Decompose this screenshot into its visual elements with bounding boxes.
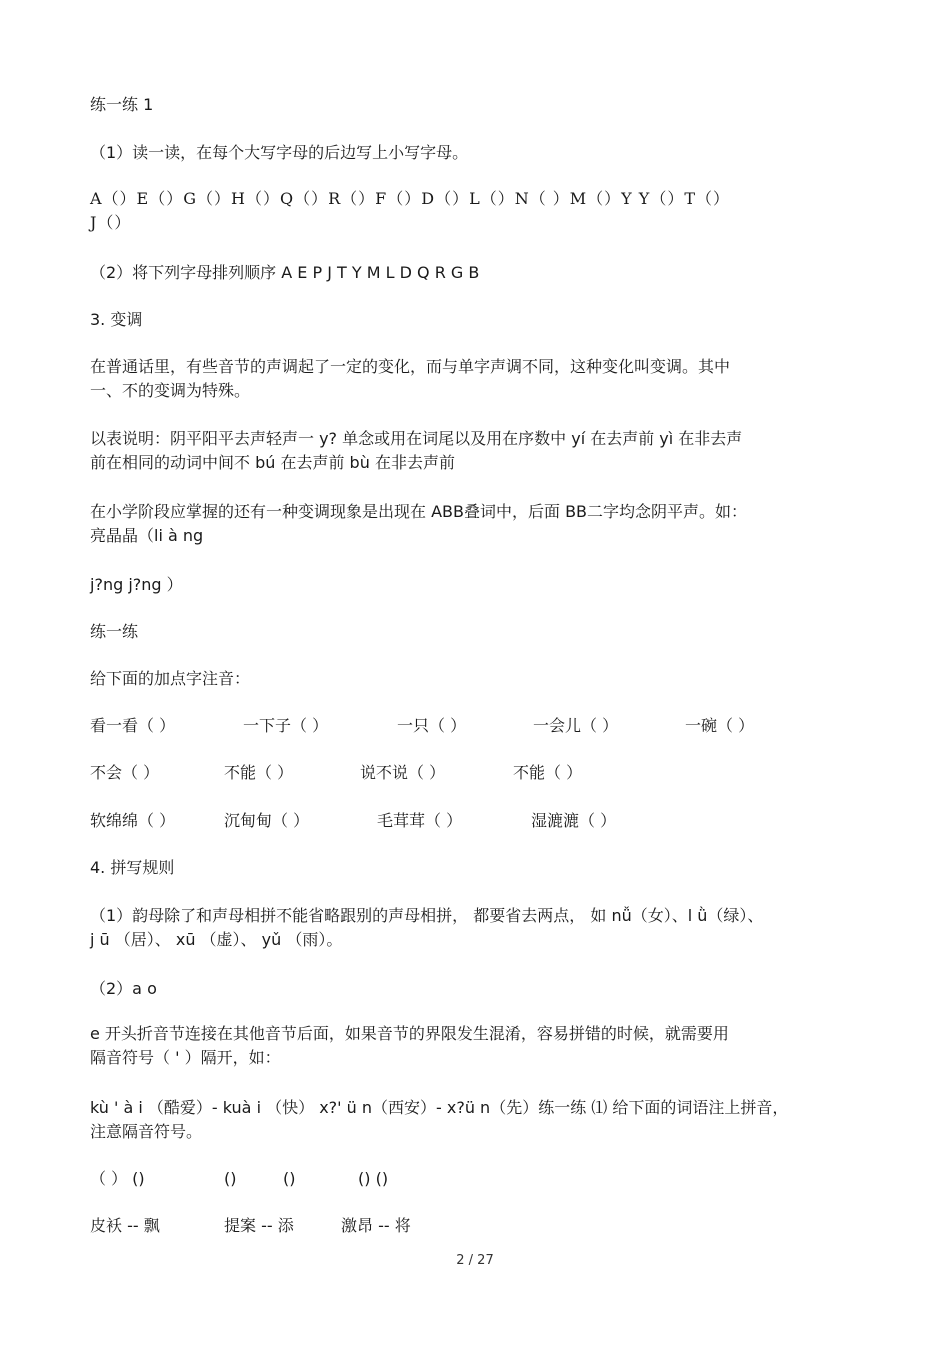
exercise-item: 不能（ ） xyxy=(513,763,583,782)
word-pair-row xyxy=(90,1214,870,1238)
section-3-paragraph-3-line-2: 亮晶晶（li à ng xyxy=(90,526,204,545)
exercise-item: 毛茸茸（ ） xyxy=(377,811,463,830)
section-4-example-line-1: kù ' à i （酷爱）- kuà i （快） x?' ü n（西安）- x?ü n（先）练一练 ⑴ 给下面的词语注上拼音， xyxy=(90,1098,789,1117)
exercise-item: 一下子（ ） xyxy=(243,716,329,735)
section-4-paragraph-line-2: 隔音符号（ ' ）隔开，如： xyxy=(90,1048,281,1067)
exercise-item: 沉甸甸（ ） xyxy=(224,811,310,830)
pinyin-blank: () xyxy=(224,1169,237,1188)
pinyin-blank-row xyxy=(90,1167,870,1191)
exercise-item: 一只（ ） xyxy=(397,716,467,735)
pinyin-blank: () xyxy=(283,1169,296,1188)
section-3-paragraph-2-line-1: 以表说明：阴平阳平去声轻声一 y? 单念或用在词尾以及用在序数中 yí 在去声前 yì 在非去声 xyxy=(90,429,743,448)
exercise-2-title: 练一练 xyxy=(90,622,139,641)
exercise-item: 一碗（ ） xyxy=(685,716,755,735)
section-4-rule-1-line-2: j ū （居）、 xū （虚）、 yǔ （雨）。 xyxy=(90,930,343,949)
exercise-item: 说不说（ ） xyxy=(360,763,446,782)
page-number: 2 / 27 xyxy=(456,1253,494,1268)
section-3-paragraph-1-line-2: 一、不的变调为特殊。 xyxy=(90,381,251,400)
exercise-1-question-2: （2）将下列字母排列顺序 A E P J T Y M L D Q R G B xyxy=(90,263,480,282)
section-4-rule-1-line-1: （1）韵母除了和声母相拼不能省略跟别的声母相拼， 都要省去两点， 如 nǚ（女）、l ǜ（绿）、 xyxy=(90,906,764,925)
exercise-item: 一会儿（ ） xyxy=(533,716,619,735)
exercise-item: 湿漉漉（ ） xyxy=(531,811,617,830)
exercise-1-question-1: （1）读一读，在每个大写字母的后边写上小写字母。 xyxy=(90,143,469,162)
exercise-2-row-3 xyxy=(90,809,870,833)
exercise-2-row-2 xyxy=(90,761,870,785)
exercise-item: 看一看（ ） xyxy=(90,716,176,735)
exercise-1-title: 练一练 1 xyxy=(90,95,154,114)
exercise-2-row-1 xyxy=(90,714,870,738)
section-4-heading: 4. 拼写规则 xyxy=(90,858,175,877)
letter-blanks-line-2: J（） xyxy=(90,213,132,232)
section-3-paragraph-4: j?ng j?ng ） xyxy=(90,575,183,594)
word-pair: 激昂 -- 将 xyxy=(341,1216,411,1235)
exercise-2-instruction: 给下面的加点字注音： xyxy=(90,669,251,688)
section-4-paragraph-line-1: e 开头折音节连接在其他音节后面，如果音节的界限发生混淆，容易拼错的时候，就需要用 xyxy=(90,1024,729,1043)
word-pair: 提案 -- 添 xyxy=(224,1216,294,1235)
word-pair: 皮袄 -- 飘 xyxy=(90,1216,160,1235)
pinyin-blank: （ ） () xyxy=(90,1169,145,1188)
exercise-item: 软绵绵（ ） xyxy=(90,811,176,830)
exercise-item: 不会（ ） xyxy=(90,763,160,782)
section-3-paragraph-3-line-1: 在小学阶段应掌握的还有一种变调现象是出现在 ABB叠词中，后面 BB二字均念阴平声。如： xyxy=(90,502,748,521)
section-4-example-line-2: 注意隔音符号。 xyxy=(90,1122,203,1141)
letter-blanks-line-1: A（）E（）G（）H（）Q（）R（）F（）D（）L（）N（ ）M（）Y Y（）T（） xyxy=(90,189,731,208)
exercise-item: 不能（ ） xyxy=(224,763,294,782)
pinyin-blank: () () xyxy=(358,1169,389,1188)
section-3-paragraph-2-line-2: 前在相同的动词中间不 bú 在去声前 bù 在非去声前 xyxy=(90,453,455,472)
section-3-paragraph-1-line-1: 在普通话里，有些音节的声调起了一定的变化，而与单字声调不同，这种变化叫变调。其中 xyxy=(90,357,731,376)
section-4-rule-2: （2）a o xyxy=(90,979,157,998)
section-3-heading: 3. 变调 xyxy=(90,310,143,329)
